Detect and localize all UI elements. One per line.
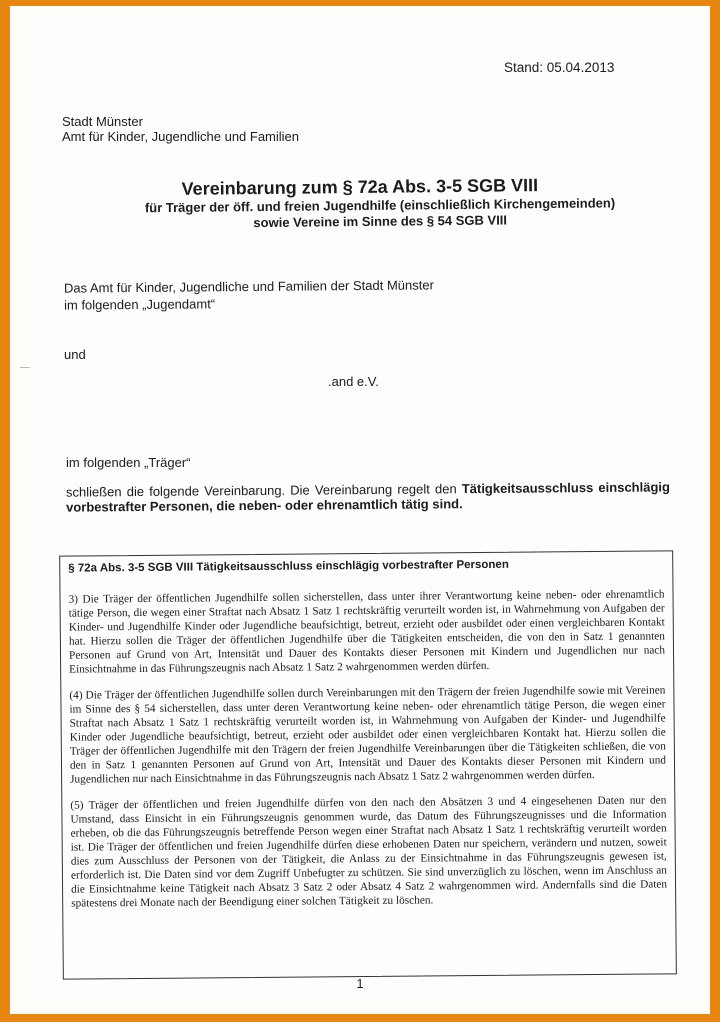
page-number: 1 [356, 976, 364, 991]
sender-address [62, 114, 299, 144]
law-paragraph-4: (4) Die Träger der öffentlichen Jugendhilfe sollen durch Vereinbarungen mit den Trägern der freien Jugendhilfe sowie mit Vereinen im Sinne des § 54 sicherstellen, dass unter deren Verantwortung keine neben- oder ehrenamtlich tätige Person, die wegen einer Straftat nach Absatz 1 Satz 1 rechtskräftig verurteilt worden ist, in Wahrnehmung von Aufgaben der Kinder- und Jugendhilfe Kinder oder Jugendliche beaufsichtigt, betreut, erzieht oder ausbildet oder einen vergleichbaren Kontakt hat. Hierzu sollen die Träger der öffentlichen Jugendhilfe mit den Trägern der freien Jugendhilfe Vereinbarungen über die Tätigkeiten schließen, die von den in Satz 1 genannten Personen auf Grund von Art, Intensität und Dauer des Kontakts dieser Personen mit Kindern und Jugendlichen nur nach Einsichtnahme in das Führungszeugnis nach Absatz 1 Satz 2 wahrgenommen werden dürfen. [69, 684, 667, 786]
document-subtitle-1: für Träger der öff. und freien Jugendhilfe (einschließlich Kirchengemeinden) [144, 195, 616, 216]
document-title-block [10, 172, 710, 233]
law-text-box [59, 550, 677, 979]
agreement-text: schließen die folgende Vereinbarung. Die Vereinbarung regelt den [65, 481, 462, 500]
law-paragraph-5: (5) Träger der öffentlichen und freien Jugendhilfe dürfen von den nach den Absätzen 3 und 4 eingesehenen Daten nur den Umstand, dass Einsicht in ein Führungszeugnis genommen wurde, das Datum des Führungszeugnisses und die Information erheben, ob die das Führungszeugnis betreffende Person wegen einer Straftat nach Absatz 1 Satz 1 rechtskräftig verurteilt worden ist. Die Träger der öffentlichen und freien Jugendhilfe dürfen diese erhobenen Daten nur speichern, verändern und nutzen, soweit dies zum Ausschluss der Personen von der Tätigkeit, die Anlass zu der Einsichtnahme in das Führungszeugnis gewesen ist, erforderlich ist. Die Daten sind vor dem Zugriff Unbefugter zu schützen. Sie sind unverzüglich zu löschen, wenn im Anschluss an die Einsichtnahme keine Tätigkeit nach Absatz 3 Satz 2 oder Absatz 4 Satz 2 wahrgenommen wird. Andernfalls sind die Daten spätestens drei Monate nach der Beendigung einer solchen Tätigkeit zu löschen. [70, 794, 668, 910]
address-line-city: Stadt Münster [62, 114, 143, 129]
document-subtitle-2: sowie Vereine im Sinne des § 54 SGB VIII [253, 212, 508, 231]
document-title: Vereinbarung zum § 72a Abs. 3-5 SGB VIII [181, 175, 539, 199]
party-jugendamt [64, 276, 434, 313]
address-line-office: Amt für Kinder, Jugendliche und Familien [62, 129, 300, 144]
party1-name: Das Amt für Kinder, Jugendliche und Familien der Stadt Münster [63, 277, 434, 296]
document-date: Stand: 05.04.2013 [504, 60, 615, 75]
agreement-statement [66, 479, 670, 514]
law-paragraph-3: 3) Die Träger der öffentlichen Jugendhilfe sollen sicherstellen, dass unter ihrer Verantwortung keine neben- oder ehrenamtlich tätige Person, die wegen einer Straftat nach Absatz 1 Satz 1 rechtskräftig verurteilt worden ist, in Wahrnehmung von Aufgaben der Kinder- und Jugendhilfe Kinder oder Jugendliche beaufsichtigt, betreut, erzieht oder ausbildet oder einen vergleichbaren Kontakt hat. Hierzu sollen die Träger der öffentlichen Jugendhilfe über die Tätigkeiten entscheiden, die von den in Satz 1 genannten Personen auf Grund von Art, Intensität und Dauer des Kontakts dieser Personen mit Kindern und Jugendlichen nur nach Einsichtnahme in das Führungszeugnis nach Absatz 1 Satz 2 wahrgenommen werden dürfen. [68, 588, 666, 676]
party2-name: .and e.V. [328, 374, 379, 389]
party2-alias: im folgenden „Träger“ [66, 455, 191, 470]
conjunction-und: und [64, 347, 86, 362]
agreement-text-bold: Tätigkeitsausschluss einschlägig vorbestrafter Personen, die neben- oder ehrenamtlich tätig sind. [66, 479, 670, 515]
scan-mark [20, 367, 30, 368]
party1-alias: im folgenden „Jugendamt“ [64, 296, 216, 313]
law-box-title: § 72a Abs. 3-5 SGB VIII Tätigkeitsausschluss einschlägig vorbestrafter Personen [68, 558, 509, 575]
document-page [10, 6, 710, 1014]
